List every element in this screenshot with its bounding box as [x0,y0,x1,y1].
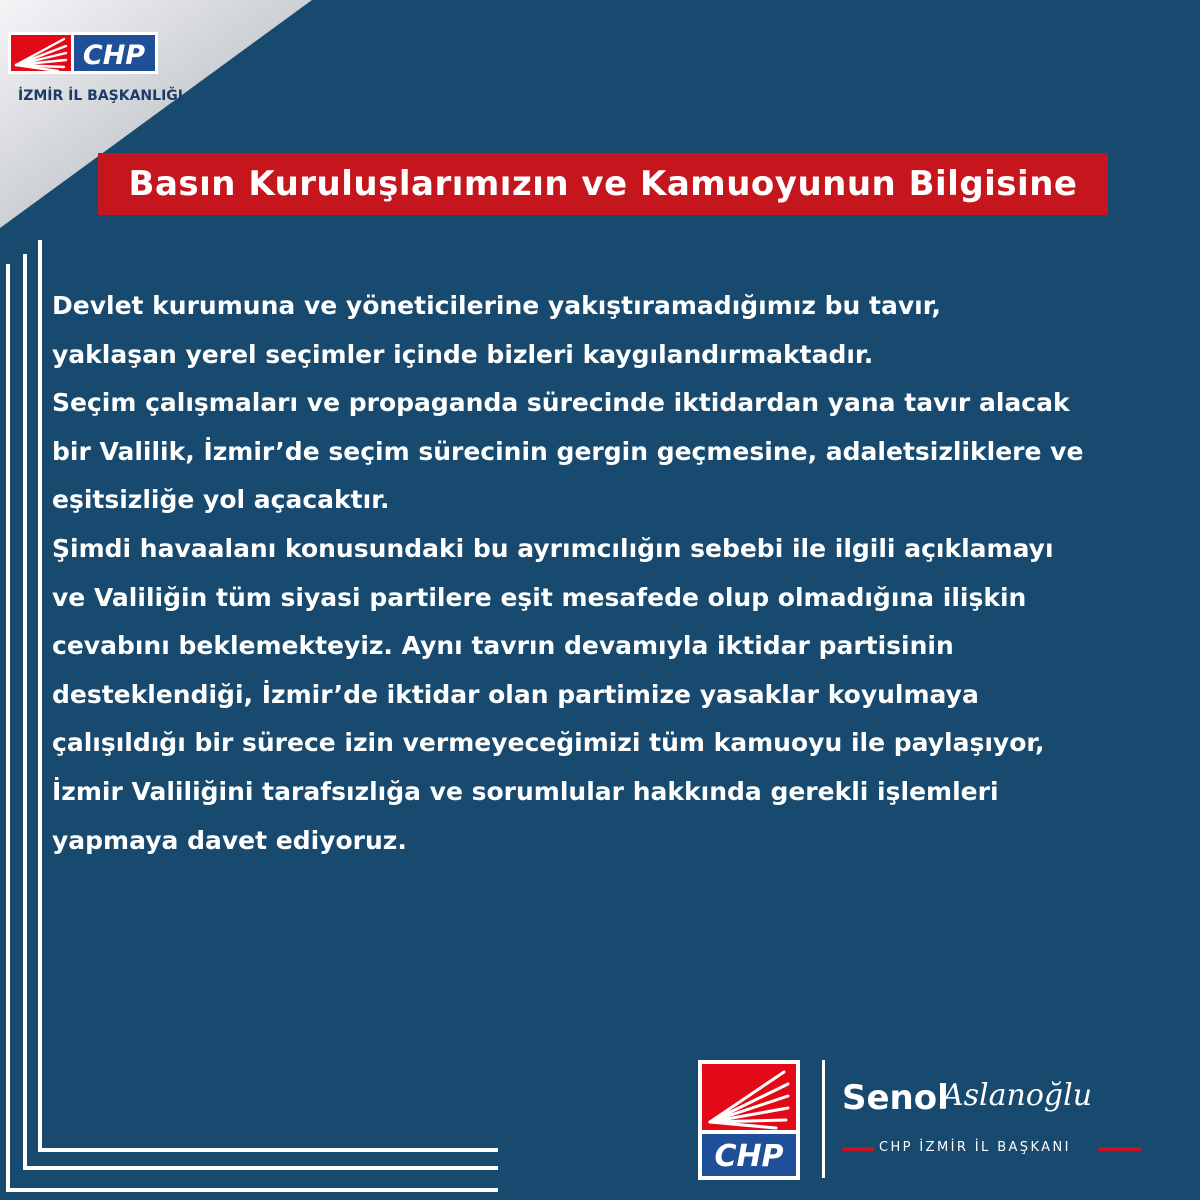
chp-logo-text: CHP [714,1139,784,1174]
body-line: eşitsizliğe yol açacaktır. [52,485,390,515]
title-rule-left [842,1147,874,1151]
body-line: Seçim çalışmaları ve propaganda sürecinde iktidardan yana tavır alacak [52,388,1070,418]
signature-title-row [842,1136,1142,1160]
body-line: Şimdi havaalanı konusundaki bu ayrımcılığın sebebi ile ilgili açıklamayı [52,533,1054,563]
title-rule-right [1098,1147,1142,1151]
body-line: yaklaşan yerel seçimler içinde bizleri kaygılandırmaktadır. [52,339,874,369]
logo-subtitle: İZMİR İL BAŞKANLIĞI [18,88,183,104]
body-line: Devlet kurumuna ve yöneticilerine yakıştıramadığımız bu tavır, [52,291,941,320]
body-line: çalışıldığı bir sürece izin vermeyeceğimizi tüm kamuoyu ile paylaşıyor, [52,728,1045,758]
signature-separator [822,1060,825,1178]
statement-body [52,282,1192,865]
signature-first-name: Senol [842,1078,949,1118]
signature-last-name: Aslanoğlu [942,1078,1093,1113]
signature-title: CHP İZMİR İL BAŞKANI [879,1140,1071,1155]
body-line: ve Valiliğin tüm siyasi partilere eşit mesafede olup olmadığına ilişkin [52,582,1027,612]
body-line: desteklendiği, İzmir’de iktidar olan partimize yasaklar koyulmaya [52,679,979,709]
body-line: bir Valilik, İzmir’de seçim sürecinin gergin geçmesine, adaletsizliklere ve [52,436,1084,466]
body-line: yapmaya davet ediyoruz. [52,825,407,855]
chp-logo-top [8,32,158,74]
headline-banner: Basın Kuruluşlarımızın ve Kamuoyunun Bilgisine [98,153,1108,215]
body-line: cevabını beklemekteyiz. Aynı tavrın devamıyla iktidar partisinin [52,631,954,661]
body-line: İzmir Valiliğini tarafsızlığa ve sorumlular hakkında gerekli işlemleri [52,776,999,806]
chp-logo-signature [698,1060,800,1180]
chp-logo-text: CHP [82,40,146,71]
